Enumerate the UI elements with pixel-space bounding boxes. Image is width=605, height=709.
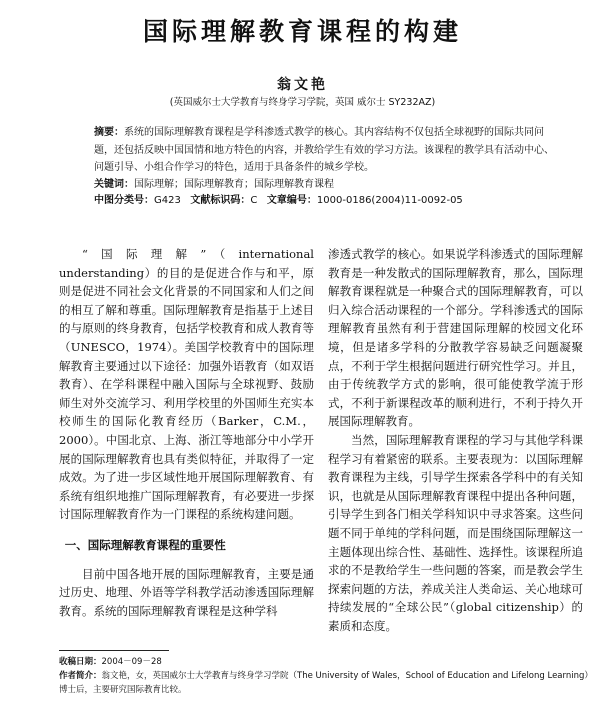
left-column — [59, 245, 314, 620]
author-bio: 翁文艳，女，英国威尔士大学教育与终身学习学院（The University of Wales，School of Education and Lifelong Learning）博士后，主要研究国际教育比较。 — [59, 671, 589, 695]
doc-code-label: 文献标识码： — [190, 194, 251, 206]
article-no-label: 文章编号： — [266, 194, 317, 206]
article-no-value: 1000-0186(2004)11-0092-05 — [316, 194, 463, 206]
body-paragraph: “国际理解”（international understanding）的目的是促进合作与和平，原则是促进不同社会文化背景的不同国家和人们之间的相互了解和尊重。国际理解教育是指基于上述目的与原则的终身教育，包括学校教育和成人教育等（UNESCO，1974）。美国学校教育中的国际理解教育主要通过以下途径：加强外语教育（如双语教育）、在学科课程中融入国际与全球视野、鼓励师生对外交流学习、利用学校里的外国师生充实本校师生的国际化教育经历（Barker，C.M.，2000）。中国北京、上海、浙江等地部分中小学开展的国际理解教育也具有类似特征，并取得了一定成效。为了进一步区域性地开展国际理解教育、有系统有组织地推广国际理解教育，有必要进一步探讨国际理解教育作为一门课程的系统构建问题。 — [59, 247, 314, 522]
abstract — [94, 124, 554, 177]
footnote-author — [59, 669, 589, 697]
keywords-text: 国际理解；国际理解教育；国际理解教育课程 — [134, 178, 334, 190]
section-heading: 一、国际理解教育课程的重要性 — [64, 537, 226, 552]
author-name: 翁文艳 — [277, 77, 328, 93]
doc-code-value: C — [250, 194, 258, 206]
author-bio-label: 作者简介： — [59, 671, 102, 681]
body-paragraph: 目前中国各地开展的国际理解教育，主要是通过历史、地理、外语等学科教学活动渗透国际理解教育。系统的国际理解教育课程是这种学科 — [59, 566, 314, 618]
received-date: 2004－09－28 — [101, 657, 162, 667]
clc-label: 中图分类号： — [94, 194, 154, 206]
abstract-label: 摘要： — [94, 127, 124, 138]
keywords-label: 关键词： — [94, 178, 134, 190]
footnote-received — [59, 655, 589, 669]
clc-value: G423 — [154, 194, 181, 206]
keywords — [94, 177, 554, 193]
body-paragraph: 渗透式教学的核心。如果说学科渗透式的国际理解教育是一种发散式的国际理解教育，那么，国际理解教育课程就是一种聚合式的国际理解教育，可以归入综合活动课程的一个部分。学科渗透式的国际理解教育虽然有利于营建国际理解的校园文化环境，但是诸多学科的分散教学容易缺乏问题凝聚点，不利于学生根据问题进行研究性学习。并且，由于传统教学方式的影响，很可能使教学流于形式，不利于新课程改革的顺利进行，不利于持久开展国际理解教育。 — [328, 247, 583, 429]
author-affiliation: (英国威尔士大学教育与终身学习学院，英国 威尔士 SY232AZ) — [169, 97, 436, 108]
received-label: 收稿日期： — [59, 657, 102, 667]
abstract-block — [94, 124, 554, 209]
abstract-text: 系统的国际理解教育课程是学科渗透式教学的核心。其内容结构不仅包括全球视野的国际共同问题，还包括反映中国国情和地方特色的内容，并教给学生有效的学习方法。该课程的教学具有活动中心、问题引导、小组合作学习的特色，适用于具备条件的城乡学校。 — [94, 127, 554, 173]
paper-title: 国际理解教育课程的构建 — [142, 17, 462, 46]
footnote-divider — [59, 650, 169, 651]
body-paragraph: 当然，国际理解教育课程的学习与其他学科课程学习有着紧密的联系。主要表现为：以国际理解教育课程为主线，引导学生探索各学科中的有关知识，也就是从国际理解教育课程中提出各种问题，引导学生到各门相关学科知识中寻求答案。这些问题不同于单纯的学科问题，而是围绕国际理解这一主题体现出综合性、基础性、选择性。该课程所追求的不是教给学生一些问题的答案，而是教会学生探索问题的方法，养成关注人类命运、关心地球可持续发展的“全球公民”（global citizenship）的素质和态度。 — [328, 432, 583, 633]
right-column — [328, 245, 583, 635]
classification-line — [94, 193, 554, 209]
